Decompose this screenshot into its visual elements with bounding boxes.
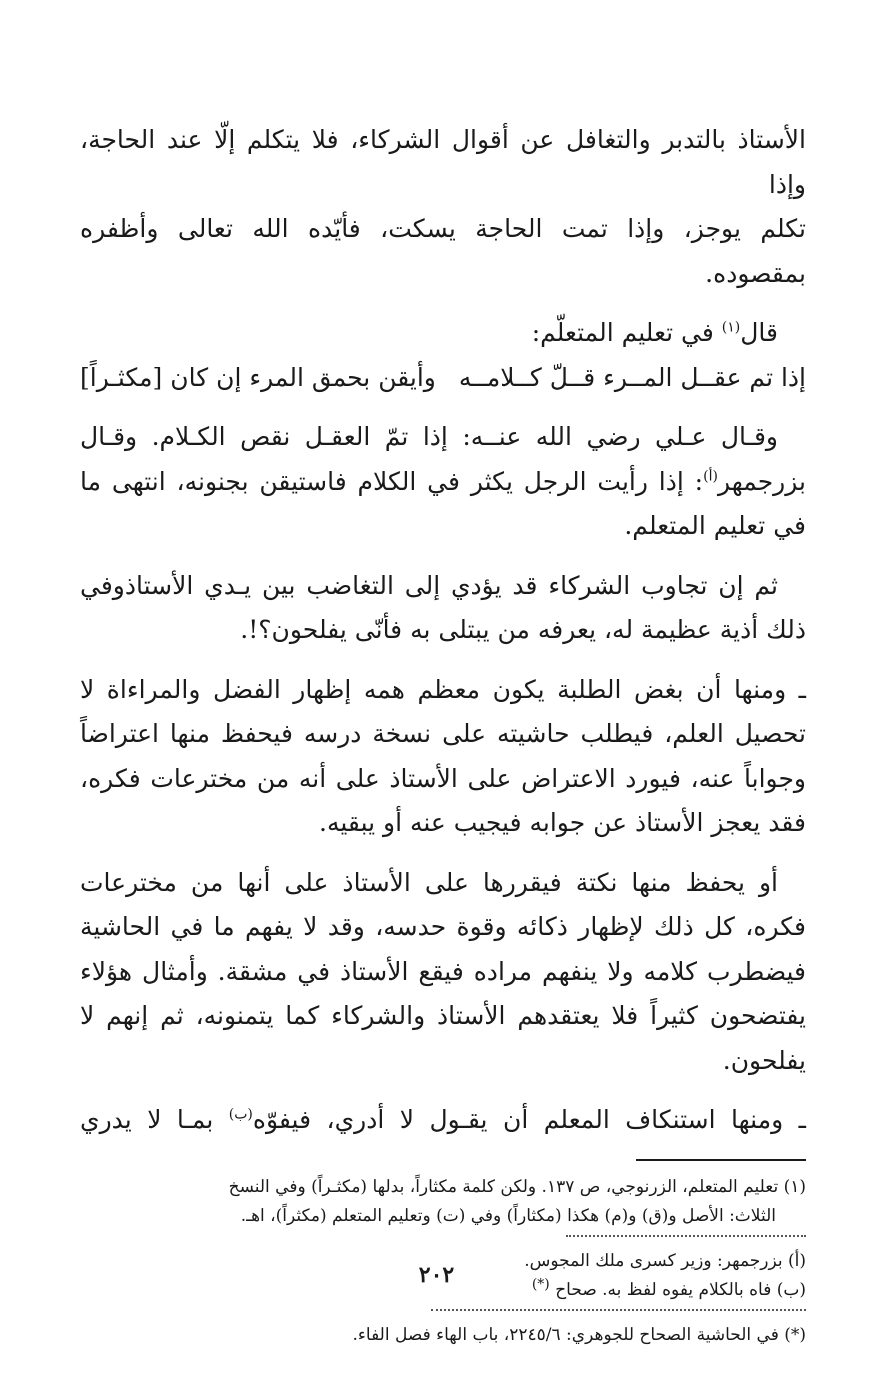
paragraph-2-end: في تعليم المتعلّم: [531,318,722,347]
paragraph-7-part-2: بمـا لا يدري [80,1105,229,1134]
main-text [80,118,806,1143]
page-content [80,118,806,1350]
footnote-dotted-divider [566,1235,806,1237]
paragraph-2 [80,311,806,356]
verse-second-hemistich: وأيقن بحمق المرء إن كان [مكثـراً] [80,362,436,392]
verse-first-hemistich: إذا تم عقــل المــرء قــلّ كــلامــه [458,362,806,392]
footnote-a: (أ) بزرجمهر: وزير كسرى ملك المجوس. [524,1250,806,1271]
paragraph-1-line-1: الأستاذ بالتدبر والتغافل عن أقوال الشركاء، فلا يتكلم إلّا عند الحاجة، وإذا [80,125,806,199]
paragraph-7 [80,1098,806,1143]
paragraph-3-part-2: : إذا رأيت الرجل يكثر في الكلام فاستيقن بجنونه، انتهى ما في تعليم المتعلم. [80,466,806,540]
footnote-1-line-1: (١) تعليم المتعلم، الزرنوجي، ص ١٣٧. ولكن كلمة مكثاراً، بدلها (مكثـراً) وفي النسخ [228,1176,806,1197]
footnote-b-text: (ب) فاه بالكلام يفوه لفظ به. صحاح [555,1279,806,1300]
paragraph-6: أو يحفظ منها نكتة فيقررها على الأستاذ على أنها من مخترعات فكره، كل ذلك لإظهار ذكائه وقوة حدسه، وقد لا يفهم ما في الحاشية فيضطرب كلامه ولا ينفهم مراده فيقع الأستاذ في مشقة. وأمثال هؤلاء يفتضحون كثيراً فلا يعتقدهم الأستاذ والشركاء كما يتمنونه، ثم إنهم لا يفلحون. [80,867,806,1075]
footnote-star: (*) في الحاشية الصحاح للجوهري: ٢٢٤٥/٦، باب الهاء فصل الفاء. [352,1324,806,1345]
footnote-ref-b: (ب) [228,1106,253,1123]
footnote-ref-a: (أ) [703,468,718,485]
footnote-1-line-2: الثلاث: الأصل و(ق) و(م) هكذا (مكثاراً) وفي (ت) وتعليم المتعلم (مكثراً)، اهـ. [240,1205,776,1226]
footnote-dotted-divider-2 [431,1309,806,1311]
paragraph-7-part-1: ـ ومنها استنكاف المعلم أن يقـول لا أدري، فيفوّه [252,1105,806,1134]
paragraph-1-line-2: تكلم يوجز، وإذا تمت الحاجة يسكت، فأيّده الله تعالى وأظفره بمقصوده. [80,214,806,288]
footnotes [80,1173,806,1350]
verse [80,356,806,401]
paragraph-3-part-1: وقـال عـلي رضي الله عنــه: إذا تمّ العقـل نقص الكـلام. وقـال بزرجمهر [80,422,806,496]
footnote-separator [636,1159,806,1161]
footnote-ref-1: (١) [721,319,741,336]
paragraph-3 [80,415,806,549]
paragraph-5: ـ ومنها أن بغض الطلبة يكون معظم همه إظهار الفضل والمراءاة لا تحصيل العلم، فيطلب حاشيته على نسخة درسه فيحفظ منها اعتراضاً وجواباً عنه، فيورد الاعتراض على الأستاذ على أنه من مخترعات فكره، فقد يعجز الأستاذ عن جوابه فيجيب عنه أو يبقيه. [80,674,806,837]
page-number: ٢٠٢ [418,1262,455,1288]
paragraph-2-start: قال [740,318,778,347]
footnote-b-star-ref: (*) [531,1275,550,1292]
paragraph-4: ثم إن تجاوب الشركاء قد يؤدي إلى التغاضب بين يـدي الأستاذوفي ذلك أذية عظيمة له، يعرفه من يبتلى به فأنّى يفلحون؟!. [80,570,806,644]
